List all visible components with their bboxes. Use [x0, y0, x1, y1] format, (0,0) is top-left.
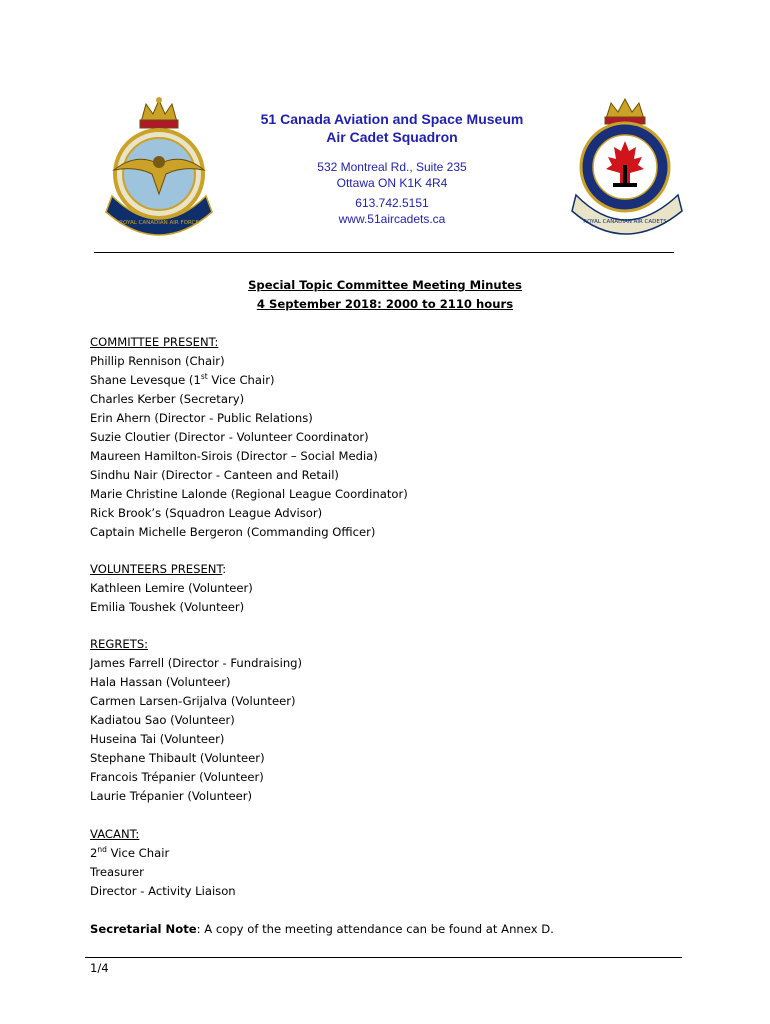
list-item: Erin Ahern (Director - Public Relations): [90, 411, 313, 425]
list-item: Hala Hassan (Volunteer): [90, 675, 231, 689]
list-item: Phillip Rennison (Chair): [90, 354, 225, 368]
list-item: Kadiatou Sao (Volunteer): [90, 713, 235, 727]
page-number: 1/4: [90, 961, 109, 975]
heading-colon: :: [222, 562, 227, 576]
crown-icon: [605, 99, 645, 124]
org-name-line2: Air Cadet Squadron: [326, 129, 458, 145]
list-item: Treasurer: [90, 865, 144, 879]
crown-icon: [140, 97, 178, 128]
ordinal-suffix: st: [200, 372, 208, 382]
list-item: Captain Michelle Bergeron (Commanding Officer): [90, 525, 376, 539]
section-heading-text: VOLUNTEERS PRESENT: [90, 562, 223, 576]
list-item: Francois Trépanier (Volunteer): [90, 770, 264, 784]
org-address: [232, 160, 552, 191]
vacant-section: [90, 825, 710, 901]
committee-present-section: [90, 333, 710, 542]
list-item: [90, 844, 710, 863]
air-cadet-squadron-badge-icon: [568, 95, 686, 240]
list-item: Suzie Cloutier (Director - Volunteer Coordinator): [90, 430, 369, 444]
section-heading: REGRETS:: [90, 637, 149, 651]
position-number: 2: [90, 846, 98, 860]
list-item: Director - Activity Liaison: [90, 884, 236, 898]
org-name-line1: 51 Canada Aviation and Space Museum: [260, 111, 524, 127]
org-title: [232, 110, 552, 146]
member-role: Vice Chair): [207, 373, 275, 387]
list-item: Huseina Tai (Volunteer): [90, 732, 225, 746]
member-name: Shane Levesque (1: [90, 373, 201, 387]
list-item: Rick Brook’s (Squadron League Advisor): [90, 506, 323, 520]
note-label: Secretarial Note: [90, 922, 197, 936]
list-item: Sindhu Nair (Director - Canteen and Retail): [90, 468, 339, 482]
regrets-section: [90, 635, 710, 806]
address-line2: Ottawa ON K1K 4R4: [336, 175, 448, 190]
list-item: Carmen Larsen-Grijalva (Volunteer): [90, 694, 296, 708]
section-heading: VACANT:: [90, 827, 140, 841]
secretarial-note: [90, 920, 710, 939]
list-item: Laurie Trépanier (Volunteer): [90, 789, 253, 803]
org-contact: [232, 196, 552, 227]
rcaf-badge-icon: [96, 92, 222, 242]
volunteers-present-section: [90, 560, 710, 617]
note-text: : A copy of the meeting attendance can be found at Annex D.: [196, 922, 554, 936]
footer-divider: [85, 957, 682, 958]
address-line1: 532 Montreal Rd., Suite 235: [317, 160, 467, 174]
list-item: Emilia Toushek (Volunteer): [90, 600, 245, 614]
list-item: [90, 371, 710, 390]
list-item: Stephane Thibault (Volunteer): [90, 751, 265, 765]
meeting-date: 4 September 2018: 2000 to 2110 hours: [256, 297, 514, 311]
section-heading: [90, 560, 710, 579]
list-item: Charles Kerber (Secretary): [90, 392, 245, 406]
website-link[interactable]: www.51aircadets.ca: [338, 211, 446, 226]
section-heading: COMMITTEE PRESENT:: [90, 335, 219, 349]
svg-text:ROYAL CANADIAN AIR CADETS: ROYAL CANADIAN AIR CADETS: [583, 219, 667, 225]
list-item: Maureen Hamilton-Sirois (Director – Social Media): [90, 449, 378, 463]
position-title: Vice Chair: [106, 846, 170, 860]
phone-number: 613.742.5151: [355, 196, 429, 210]
header-divider: [94, 252, 674, 253]
document-title: Special Topic Committee Meeting Minutes: [248, 278, 522, 292]
list-item: Marie Christine Lalonde (Regional League Coordinator): [90, 487, 408, 501]
ordinal-suffix: nd: [97, 845, 107, 855]
list-item: Kathleen Lemire (Volunteer): [90, 581, 253, 595]
list-item: James Farrell (Director - Fundraising): [90, 656, 303, 670]
svg-text:ROYAL CANADIAN AIR FORCE: ROYAL CANADIAN AIR FORCE: [119, 220, 199, 226]
